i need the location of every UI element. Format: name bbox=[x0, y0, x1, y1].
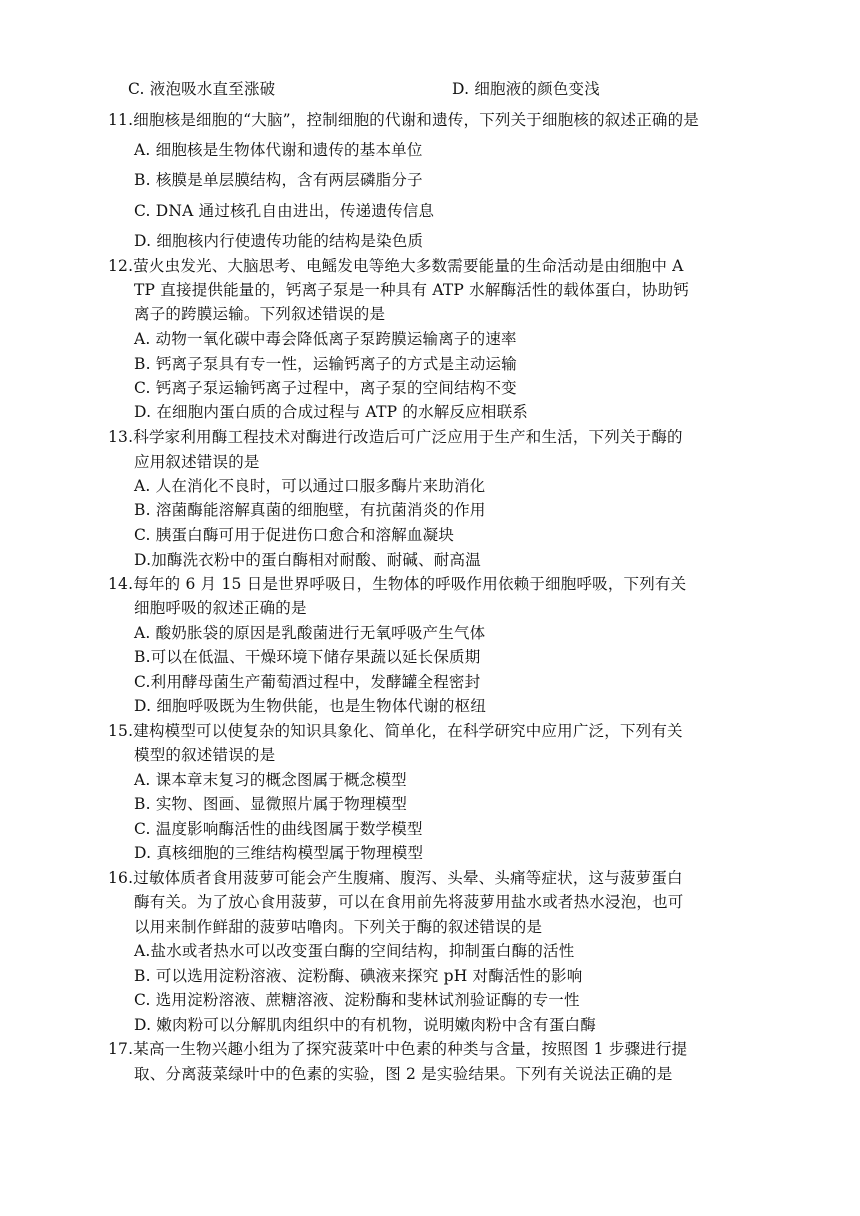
q14-option-d: D. 细胞呼吸既为生物供能，也是生物体代谢的枢纽 bbox=[134, 697, 487, 715]
q14-stem-line-2: 细胞呼吸的叙述正确的是 bbox=[134, 599, 307, 617]
q12-option-d: D. 在细胞内蛋白质的合成过程与 ATP 的水解反应相联系 bbox=[134, 403, 528, 421]
q15-stem-line-2: 模型的叙述错误的是 bbox=[134, 746, 276, 764]
q15-option-c: C. 温度影响酶活性的曲线图属于数学模型 bbox=[134, 820, 423, 838]
q12-option-b: B. 钙离子泵具有专一性，运输钙离子的方式是主动运输 bbox=[134, 355, 517, 373]
q17-stem-line-1: 17.某高一生物兴趣小组为了探究菠菜叶中色素的种类与含量，按照图 1 步骤进行提 bbox=[108, 1040, 688, 1058]
q16-option-b: B. 可以选用淀粉溶液、淀粉酶、碘液来探究 pH 对酶活性的影响 bbox=[134, 967, 583, 985]
q14-option-c: C.利用酵母菌生产葡萄酒过程中，发酵罐全程密封 bbox=[134, 673, 481, 691]
q16-stem-line-1: 16.过敏体质者食用菠萝可能会产生腹痛、腹泻、头晕、头痛等症状，这与菠萝蛋白 bbox=[108, 869, 683, 887]
q13-stem-line-2: 应用叙述错误的是 bbox=[134, 453, 260, 471]
q13-stem-line-1: 13.科学家利用酶工程技术对酶进行改造后可广泛应用于生产和生活，下列关于酶的 bbox=[108, 428, 683, 446]
q11-option-c: C. DNA 通过核孔自由进出，传递遗传信息 bbox=[134, 202, 435, 220]
q12-stem-line-3: 离子的跨膜运输。下列叙述错误的是 bbox=[134, 305, 386, 323]
q16-option-a: A.盐水或者热水可以改变蛋白酶的空间结构，抑制蛋白酶的活性 bbox=[134, 942, 575, 960]
q16-option-d: D. 嫩肉粉可以分解肌肉组织中的有机物，说明嫩肉粉中含有蛋白酶 bbox=[134, 1016, 596, 1034]
q11-option-d: D. 细胞核内行使遗传功能的结构是染色质 bbox=[134, 232, 424, 250]
q14-stem-line-1: 14.每年的 6 月 15 日是世界呼吸日，生物体的呼吸作用依赖于细胞呼吸，下列有关 bbox=[108, 575, 687, 593]
q12-stem-line-2: TP 直接提供能量的，钙离子泵是一种具有 ATP 水解酶活性的载体蛋白，协助钙 bbox=[134, 281, 689, 299]
q14-option-a: A. 酸奶胀袋的原因是乳酸菌进行无氧呼吸产生气体 bbox=[134, 624, 486, 642]
q16-stem-line-3: 以用来制作鲜甜的菠萝咕噜肉。下列关于酶的叙述错误的是 bbox=[134, 918, 543, 936]
q15-option-d: D. 真核细胞的三维结构模型属于物理模型 bbox=[134, 844, 424, 862]
q12-stem-line-1: 12.萤火虫发光、大脑思考、电鳐发电等绝大多数需要能量的生命活动是由细胞中 A bbox=[108, 257, 684, 275]
q11-option-a: A. 细胞核是生物体代谢和遗传的基本单位 bbox=[134, 141, 423, 159]
q13-option-b: B. 溶菌酶能溶解真菌的细胞壁，有抗菌消炎的作用 bbox=[134, 501, 486, 519]
q11-stem-line-1: 11.细胞核是细胞的“大脑”，控制细胞的代谢和遗传，下列关于细胞核的叙述正确的是 bbox=[108, 111, 700, 129]
q13-option-c: C. 胰蛋白酶可用于促进伤口愈合和溶解血凝块 bbox=[134, 526, 455, 544]
q15-stem-line-1: 15.建构模型可以使复杂的知识具象化、简单化，在科学研究中应用广泛，下列有关 bbox=[108, 722, 683, 740]
q10-option-c: C. 液泡吸水直至涨破 bbox=[128, 80, 276, 98]
q12-option-c: C. 钙离子泵运输钙离子过程中，离子泵的空间结构不变 bbox=[134, 379, 517, 397]
q14-option-b: B.可以在低温、干燥环境下储存果蔬以延长保质期 bbox=[134, 648, 481, 666]
q11-option-b: B. 核膜是单层膜结构，含有两层磷脂分子 bbox=[134, 171, 423, 189]
q16-stem-line-2: 酶有关。为了放心食用菠萝，可以在食用前先将菠萝用盐水或者热水浸泡，也可 bbox=[134, 893, 684, 911]
q13-option-a: A. 人在消化不良时，可以通过口服多酶片来助消化 bbox=[134, 477, 486, 495]
q12-option-a: A. 动物一氧化碳中毒会降低离子泵跨膜运输离子的速率 bbox=[134, 330, 517, 348]
q10-option-d: D. 细胞液的颜色变浅 bbox=[452, 80, 600, 98]
q15-option-a: A. 课本章末复习的概念图属于概念模型 bbox=[134, 771, 407, 789]
q15-option-b: B. 实物、图画、显微照片属于物理模型 bbox=[134, 795, 408, 813]
q17-stem-line-2: 取、分离菠菜绿叶中的色素的实验，图 2 是实验结果。下列有关说法正确的是 bbox=[134, 1065, 673, 1083]
q13-option-d: D.加酶洗衣粉中的蛋白酶相对耐酸、耐碱、耐高温 bbox=[134, 551, 481, 569]
q16-option-c: C. 选用淀粉溶液、蔗糖溶液、淀粉酶和斐林试剂验证酶的专一性 bbox=[134, 991, 580, 1009]
